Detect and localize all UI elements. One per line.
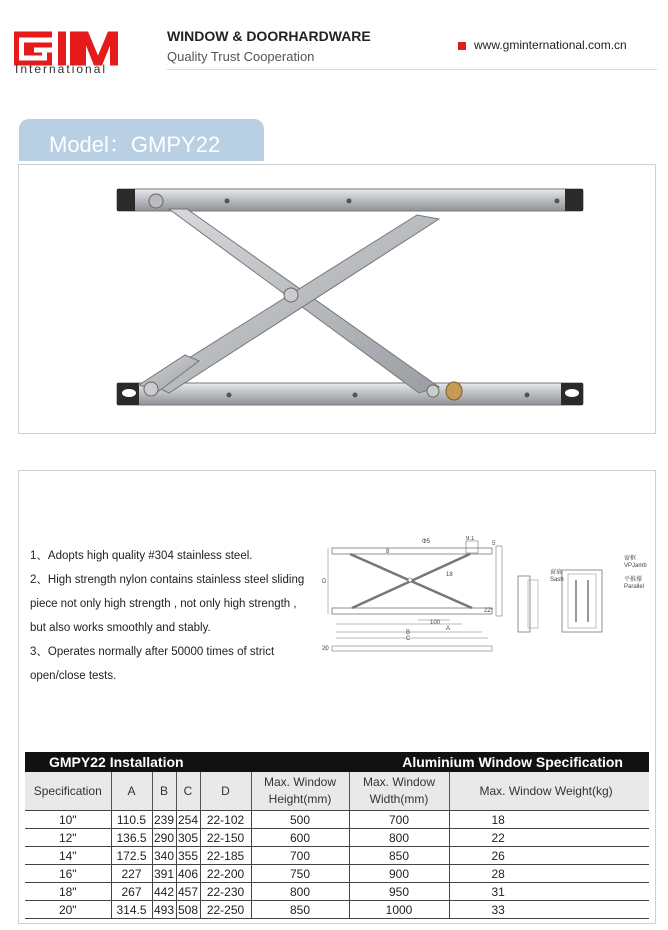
dim-18: 18 — [446, 572, 453, 578]
col-header: Max. Window Weight(kg) — [449, 772, 649, 811]
col-header: Specification — [25, 772, 111, 811]
table-cell: 700 — [251, 847, 349, 865]
col-header: D — [200, 772, 251, 811]
table-cell: 457 — [177, 884, 199, 899]
table-cell: 800 — [251, 883, 349, 901]
col-header: A — [111, 772, 152, 811]
table-cell: 950 — [349, 883, 449, 901]
table-cell: 136.5 — [111, 829, 152, 847]
table-cell: 22-102 — [200, 811, 251, 829]
table-cell: 314.5 — [111, 901, 152, 919]
table-cell: 305 — [177, 830, 199, 845]
table-cell: 227 — [111, 865, 152, 883]
table-cell: 28 — [449, 865, 649, 883]
table-cell: 172.5 — [111, 847, 152, 865]
feature-line: piece not only high strength , not only high strength , — [30, 598, 297, 610]
table-cell: 700 — [349, 811, 449, 829]
table-cell: 22-150 — [200, 829, 251, 847]
table-cell: 406 — [177, 866, 199, 881]
table-cell: 900 — [349, 865, 449, 883]
table-cell: 442 — [153, 884, 175, 899]
table-row — [25, 901, 649, 919]
table-cell: 850 — [349, 847, 449, 865]
legend-sash-en: Sash — [550, 577, 564, 583]
legend-jamb-en: VPJamb — [624, 563, 647, 569]
table-body — [25, 811, 649, 919]
table-cell: 500 — [251, 811, 349, 829]
dim-c: C — [406, 636, 411, 642]
model-title: Model：GMPY22 — [49, 132, 221, 157]
table-title-window: Aluminium Window Specification — [251, 752, 649, 772]
table-row — [25, 865, 649, 883]
dim-phi5: Φ5 — [422, 539, 431, 545]
legend-sash-cn: 窗扇 — [550, 570, 563, 576]
table-cell: 16" — [25, 865, 111, 883]
table-cell: 290 — [153, 830, 175, 845]
table-cell: 850 — [251, 901, 349, 919]
feature-line: but also works smoothly and stably. — [30, 622, 211, 634]
model-tab — [19, 119, 264, 161]
table-cell: 22-185 — [200, 847, 251, 865]
friction-stay-photo — [19, 165, 655, 433]
table-cell: 355 — [177, 848, 199, 863]
col-header: Max. Window Width(mm) — [349, 772, 449, 811]
feature-list — [30, 544, 330, 688]
dim-22: 22° — [484, 608, 494, 614]
table-cell: 12" — [25, 829, 111, 847]
website-url: www.gminternational.com.cn — [474, 38, 627, 52]
table-row — [25, 811, 649, 829]
table-row — [25, 883, 649, 901]
table-cell: 18" — [25, 883, 111, 901]
table-cell: 18 — [449, 811, 649, 829]
dim-a: A — [446, 626, 451, 632]
specification-table — [25, 752, 649, 919]
table-header-row — [25, 772, 649, 811]
header-divider — [167, 69, 657, 70]
header — [0, 0, 668, 80]
table-cell: 493 — [153, 902, 175, 917]
table-cell: 22 — [449, 829, 649, 847]
table-cell: 22-250 — [200, 901, 251, 919]
feature-line: open/close tests. — [30, 670, 117, 682]
table-cell: 33 — [449, 901, 649, 919]
table-title-installation: GMPY22 Installation — [25, 752, 251, 772]
company-slogan: Quality Trust Cooperation — [167, 49, 315, 64]
table-cell: 110.5 — [111, 811, 152, 829]
dim-20: 20 — [322, 646, 329, 652]
dim-d: D — [322, 579, 327, 585]
col-header: B — [152, 772, 176, 811]
feature-line: 1、Adopts high quality #304 stainless steel. — [30, 550, 253, 562]
website-link[interactable] — [458, 38, 627, 52]
col-header: Max. Window Height(mm) — [251, 772, 349, 811]
dim-100: 100 — [430, 620, 441, 626]
table-cell: 239 — [153, 812, 175, 827]
feature-line: 2、High strength nylon contains stainless steel sliding — [30, 574, 305, 586]
legend-parallel-en: Parallel — [624, 584, 645, 590]
dim-5: 5 — [492, 541, 496, 547]
logo-subtitle: International — [15, 62, 108, 76]
table-cell: 22-200 — [200, 865, 251, 883]
feature-line: 3、Operates normally after 50000 times of strict — [30, 646, 275, 658]
table-cell: 750 — [251, 865, 349, 883]
table-cell: 26 — [449, 847, 649, 865]
dim-b: B — [406, 630, 411, 636]
technical-drawing — [322, 536, 657, 666]
legend-jamb-cn: 窗框 — [624, 556, 637, 562]
table-cell: 800 — [349, 829, 449, 847]
table-cell: 391 — [153, 866, 175, 881]
dim-8: 8 — [386, 549, 390, 555]
col-header: C — [176, 772, 200, 811]
table-cell: 31 — [449, 883, 649, 901]
table-cell: 22-230 — [200, 883, 251, 901]
table-cell: 14" — [25, 847, 111, 865]
table-cell: 254 — [177, 812, 199, 827]
company-name: WINDOW & DOORHARDWARE — [167, 28, 371, 44]
red-square-icon — [458, 42, 466, 50]
legend-parallel-cn: 平推撑 — [624, 577, 643, 583]
product-photo-frame — [18, 164, 656, 434]
table-cell: 10" — [25, 811, 111, 829]
table-cell: 508 — [177, 902, 199, 917]
table-cell: 1000 — [349, 901, 449, 919]
table-row — [25, 847, 649, 865]
table-cell: 20" — [25, 901, 111, 919]
table-cell: 267 — [111, 883, 152, 901]
table-cell: 340 — [153, 848, 175, 863]
dim-9-1: 9.1 — [466, 536, 475, 542]
table-row — [25, 829, 649, 847]
table-cell: 600 — [251, 829, 349, 847]
